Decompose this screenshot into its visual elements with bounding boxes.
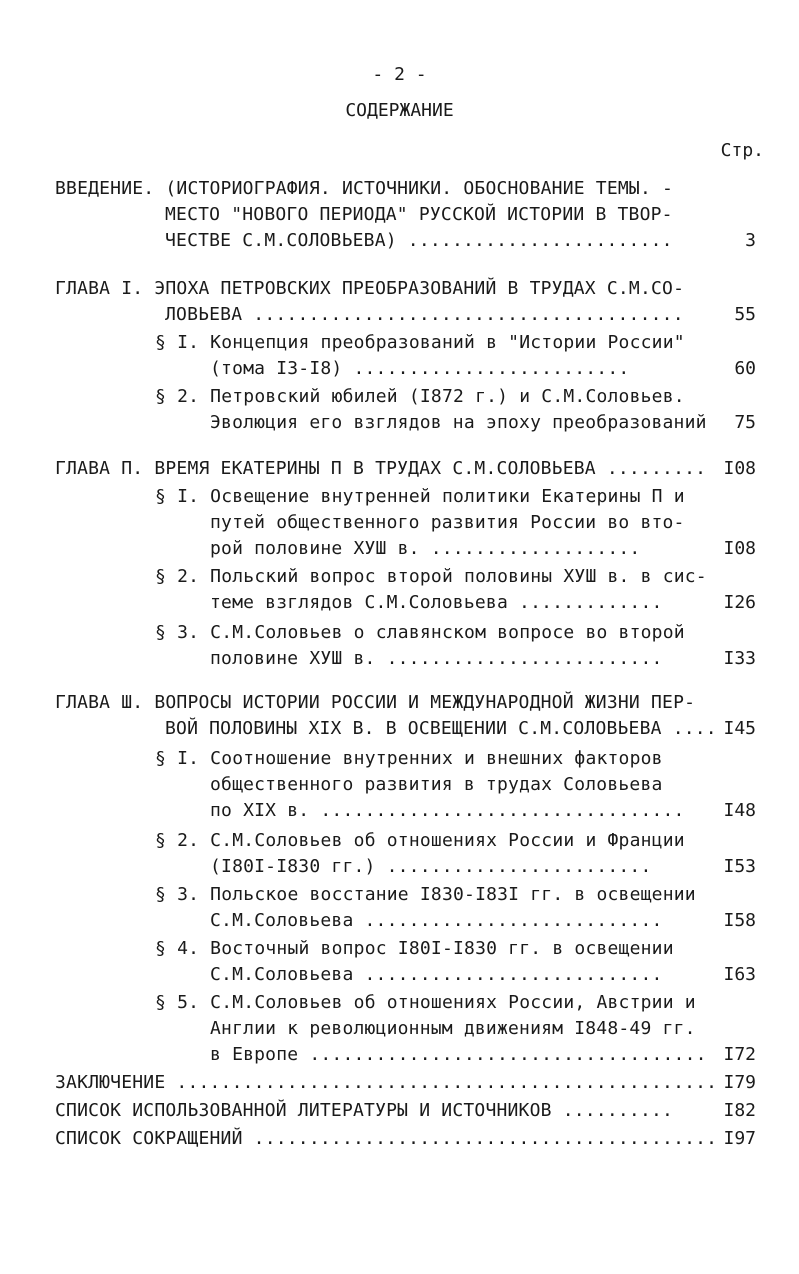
section-page: I26 (723, 592, 756, 613)
section-line: (I80I-I830 гг.) ........................ (210, 856, 652, 877)
section-line: § 4. Восточный вопрос I80I-I830 гг. в освещении (155, 938, 674, 959)
section-line: по XIX в. ................................. (210, 800, 685, 821)
section-line: § 3. Польское восстание I830-I83I гг. в освещении (155, 884, 696, 905)
page-number: - 2 - (372, 64, 427, 85)
chapter-1-line: ГЛАВА I. ЭПОХА ПЕТРОВСКИХ ПРЕОБРАЗОВАНИЙ В ТРУДАХ С.М.СО- (55, 278, 685, 299)
section-line: Эволюция его взглядов на эпоху преобразований (210, 412, 707, 433)
section-page: I53 (723, 856, 756, 877)
section-line: § 3. С.М.Соловьев о славянском вопросе во второй (155, 622, 685, 643)
abbreviations-entry: СПИСОК СОКРАЩЕНИЙ .......................................... (55, 1128, 718, 1149)
chapter-2-page: I08 (723, 458, 756, 479)
section-line: в Европе .................................... (210, 1044, 707, 1065)
section-line: С.М.Соловьева ........................... (210, 910, 663, 931)
section-line: § 5. С.М.Соловьев об отношениях России, Австрии и (155, 992, 696, 1013)
section-line: § 2. С.М.Соловьев об отношениях России и Франции (155, 830, 685, 851)
section-line: § I. Концепция преобразований в "Истории России" (155, 332, 685, 353)
conclusion-page: I79 (723, 1072, 756, 1093)
section-line: Англии к революционным движениям I848-49 гг. (210, 1018, 696, 1039)
intro-line: МЕСТО "НОВОГО ПЕРИОДА" РУССКОЙ ИСТОРИИ В ТВОР- (165, 204, 673, 225)
section-line: § I. Освещение внутренней политики Екатерины П и (155, 486, 685, 507)
section-page: I72 (723, 1044, 756, 1065)
chapter-3-line: ВОЙ ПОЛОВИНЫ XIX В. В ОСВЕЩЕНИИ С.М.СОЛОВЬЕВА .... (165, 718, 717, 739)
literature-entry: СПИСОК ИСПОЛЬЗОВАННОЙ ЛИТЕРАТУРЫ И ИСТОЧНИКОВ .......... (55, 1100, 674, 1121)
section-line: путей общественного развития России во вто- (210, 512, 685, 533)
chapter-1-line: ЛОВЬЕВА ....................................... (165, 304, 684, 325)
conclusion-entry: ЗАКЛЮЧЕНИЕ ................................................. (55, 1072, 718, 1093)
chapter-3-page: I45 (723, 718, 756, 739)
section-page: 60 (734, 358, 756, 379)
intro-page: 3 (745, 230, 756, 251)
section-line: § I. Соотношение внутренних и внешних факторов (155, 748, 663, 769)
section-line: С.М.Соловьева ........................... (210, 964, 663, 985)
page-title: СОДЕРЖАНИЕ (345, 100, 454, 121)
section-page: I58 (723, 910, 756, 931)
section-page: 75 (734, 412, 756, 433)
section-page: I48 (723, 800, 756, 821)
chapter-3-line: ГЛАВА Ш. ВОПРОСЫ ИСТОРИИ РОССИИ И МЕЖДУНАРОДНОЙ ЖИЗНИ ПЕР- (55, 692, 696, 713)
page-column-label: Стр. (720, 140, 764, 161)
section-page: I33 (723, 648, 756, 669)
section-line: § 2. Польский вопрос второй половины ХУШ в. в сис- (155, 566, 707, 587)
section-line: общественного развития в трудах Соловьева (210, 774, 663, 795)
chapter-2-line: ГЛАВА П. ВРЕМЯ ЕКАТЕРИНЫ П В ТРУДАХ С.М.СОЛОВЬЕВА ......... (55, 458, 707, 479)
section-line: половине ХУШ в. ......................... (210, 648, 663, 669)
section-page: I63 (723, 964, 756, 985)
literature-page: I82 (723, 1100, 756, 1121)
intro-line: ЧЕСТВЕ С.М.СОЛОВЬЕВА) ........................ (165, 230, 673, 251)
abbreviations-page: I97 (723, 1128, 756, 1149)
section-line: рой половине ХУШ в. ................... (210, 538, 641, 559)
chapter-1-page: 55 (734, 304, 756, 325)
section-line: § 2. Петровский юбилей (I872 г.) и С.М.Соловьев. (155, 386, 685, 407)
intro-line: ВВЕДЕНИЕ. (ИСТОРИОГРАФИЯ. ИСТОЧНИКИ. ОБОСНОВАНИЕ ТЕМЫ. - (55, 178, 674, 199)
section-line: (тома I3-I8) ......................... (210, 358, 630, 379)
section-line: теме взглядов С.М.Соловьева ............. (210, 592, 663, 613)
section-page: I08 (723, 538, 756, 559)
